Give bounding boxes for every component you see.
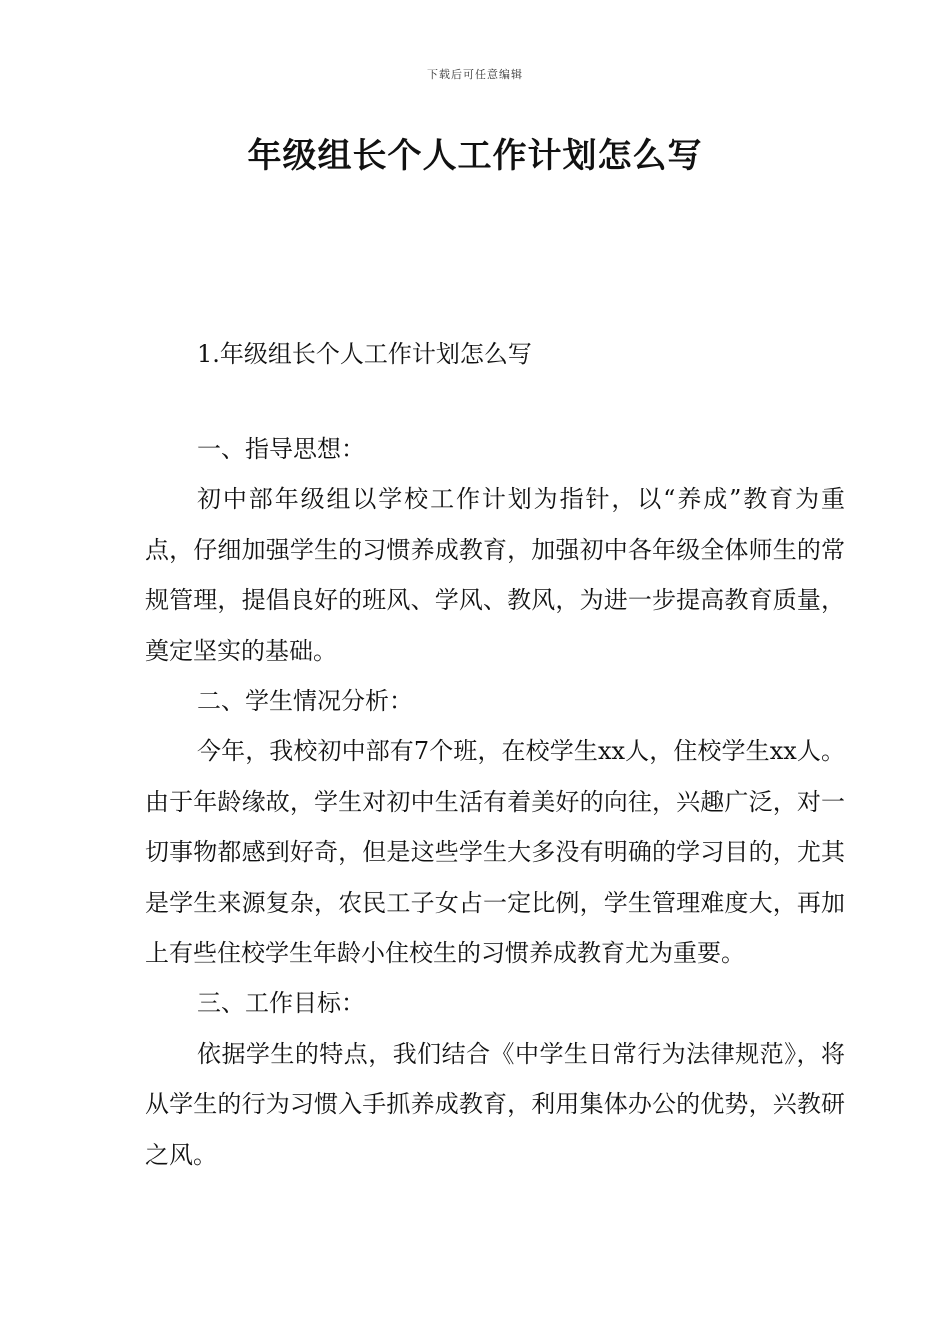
heading-work-goals: 三、工作目标：	[197, 989, 365, 1018]
heading-guiding-ideology: 一、指导思想：	[197, 435, 365, 463]
header-note: 下载后可任意编辑	[427, 68, 523, 81]
section-title: 1.年级组长个人工作计划怎么写	[197, 340, 532, 368]
heading-student-analysis: 二、学生情况分析：	[197, 687, 413, 716]
paragraph-student-analysis: 今年，我校初中部有7个班，在校学生xx人，住校学生xx人。由于年龄缘故，学生对初中生活有着美好的向往，兴趣广泛，对一切事物都感到好奇，但是这些学生大多没有明确的学习目的，尤其是学生来源复杂，农民工子女占一定比例，学生管理难度大，再加上有些住校学生年龄小住校生的习惯养成教育尤为重要。	[145, 737, 845, 968]
body-text	[145, 424, 845, 1180]
paragraph-work-goals: 依据学生的特点，我们结合《中学生日常行为法律规范》，将从学生的行为习惯入手抓养成教育，利用集体办公的优势，兴教研之风。	[145, 1039, 845, 1169]
document-title: 年级组长个人工作计划怎么写	[247, 136, 703, 176]
paragraph-guiding-ideology: 初中部年级组以学校工作计划为指针，以“养成”教育为重点，仔细加强学生的习惯养成教育，加强初中各年级全体师生的常规管理，提倡良好的班风、学风、教风，为进一步提高教育质量，奠定坚实的基础。	[145, 485, 845, 665]
